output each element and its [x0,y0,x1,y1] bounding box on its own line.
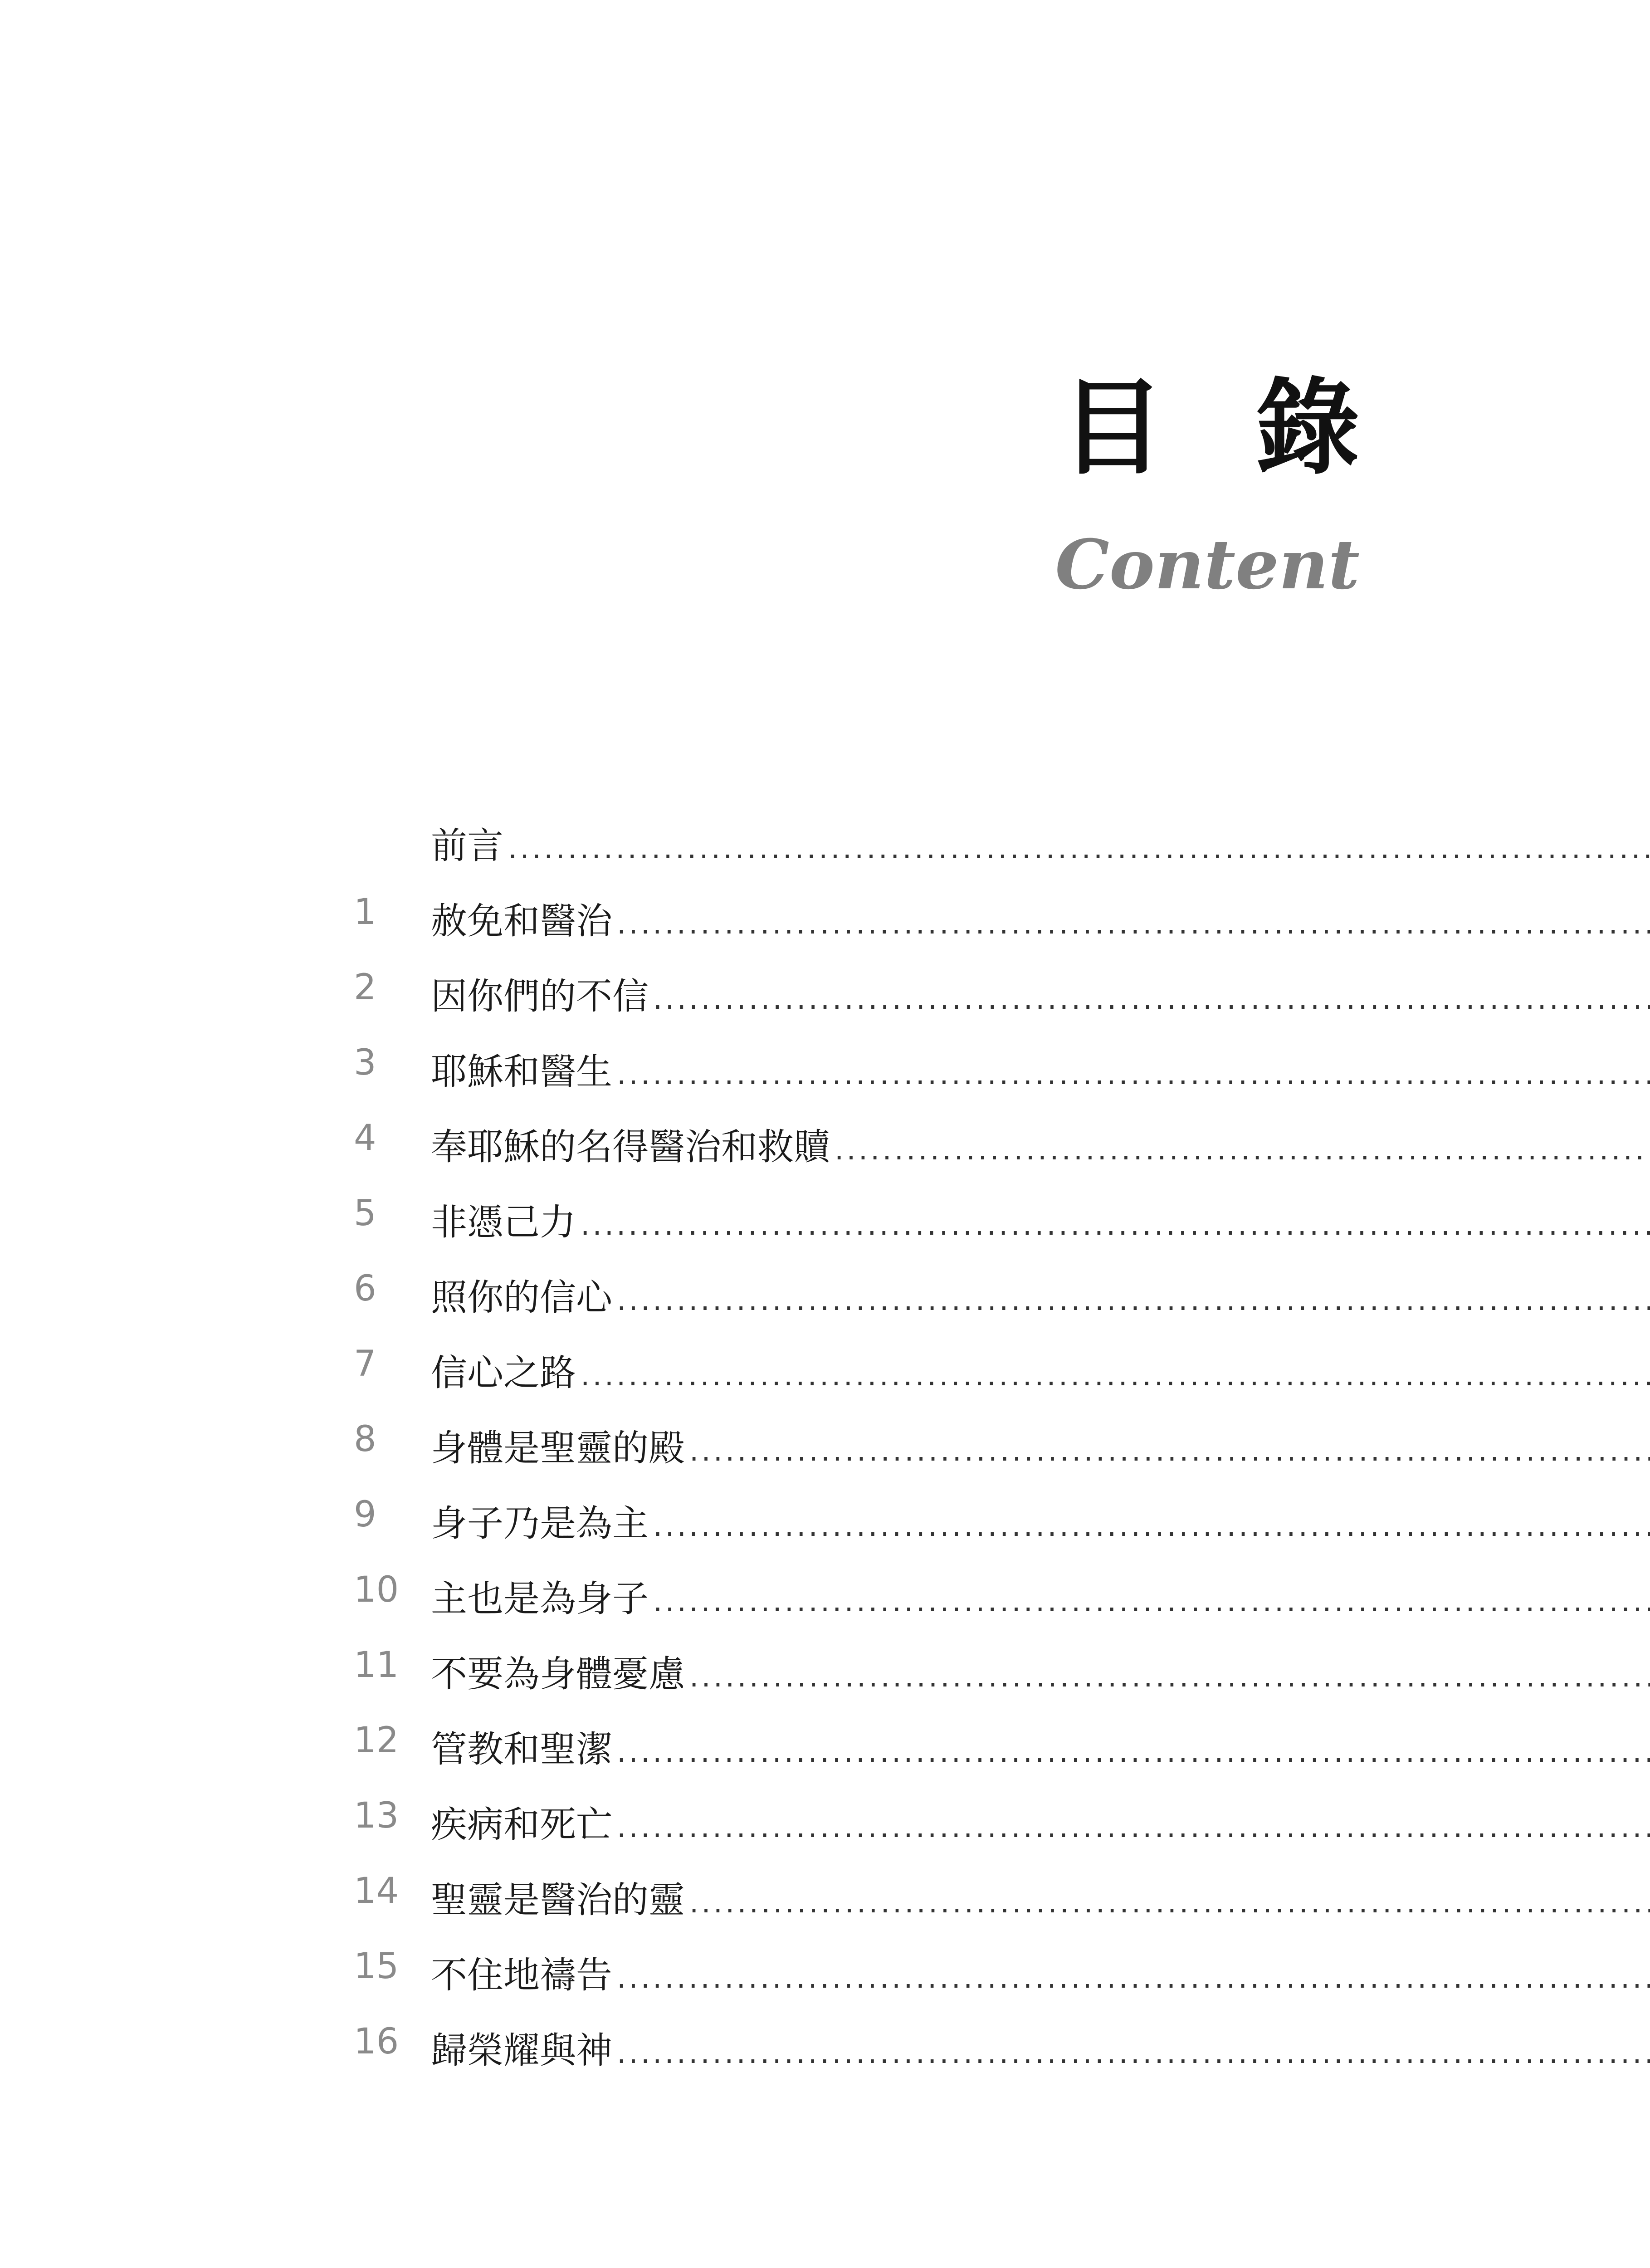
toc-entry[interactable] [354,892,1329,967]
toc-entry-title: 耶穌和醫生 [431,1051,612,1093]
toc-entry[interactable] [354,1946,1329,2021]
toc-entry-title: 前言 [431,825,503,867]
toc-entry-title: 聖靈是醫治的靈 [431,1879,685,1921]
toc-entry-title: 疾病和死亡 [431,1804,612,1846]
toc-entry-number: 3 [354,1042,376,1083]
toc-entry[interactable] [354,1645,1329,1720]
toc-entry-title: 奉耶穌的名得醫治和救贖 [431,1126,830,1168]
toc-entry-body [431,967,1650,1019]
toc-entry-body [431,1419,1650,1471]
toc-dot-leader [689,1434,1650,1468]
toc-entry-body [431,1720,1650,1772]
toc-entry[interactable] [354,1268,1329,1344]
toc-entry-number: 2 [354,967,376,1008]
toc-entry-title: 非憑己力 [431,1201,576,1243]
toc-dot-leader [617,1284,1650,1317]
toc-entry-body [431,1871,1650,1923]
toc-entry[interactable] [354,1419,1329,1494]
toc-entry-title: 歸榮耀與神 [431,2029,612,2072]
toc-entry-number: 14 [354,1871,399,1911]
toc-dot-leader [617,2037,1650,2070]
toc-entry-title: 因你們的不信 [431,975,649,1017]
toc-entry-number: 4 [354,1118,376,1158]
toc-entry-title: 不要為身體憂慮 [431,1653,685,1695]
toc-entry-body [431,1193,1650,1245]
toc-entry-title: 照你的信心 [431,1276,612,1319]
toc-entry-body [431,2021,1650,2073]
toc-dot-leader [617,907,1650,941]
toc-entry-body [431,1118,1650,1170]
toc-entry-title: 主也是為身子 [431,1578,649,1620]
toc-dot-leader [653,1585,1650,1618]
toc-entry-number: 8 [354,1419,376,1460]
toc-entry-number: 13 [354,1795,399,1836]
toc-entry-title: 信心之路 [431,1352,576,1394]
toc-dot-leader [689,1886,1650,1920]
toc-entry-number: 12 [354,1720,399,1761]
toc-dot-leader [581,1359,1650,1393]
toc-entry-body [431,1494,1650,1546]
toc-entry[interactable] [354,1118,1329,1193]
toc-entry-title: 赦免和醫治 [431,900,612,942]
page-title: 目 錄 [1060,368,1387,489]
toc-dot-leader [508,832,1650,865]
toc-dot-leader [653,982,1650,1016]
toc-entry-number: 7 [354,1344,376,1384]
toc-entry-title: 管教和聖潔 [431,1728,612,1770]
toc-dot-leader [617,1058,1650,1091]
toc-entry-body [431,1042,1650,1095]
table-of-contents [354,816,1329,2097]
toc-entry-title: 身體是聖靈的殿 [431,1427,685,1469]
toc-entry[interactable] [354,1720,1329,1795]
toc-entry[interactable] [354,967,1329,1042]
toc-dot-leader [689,1660,1650,1694]
toc-entry-number: 1 [354,892,376,933]
toc-entry-number: 5 [354,1193,376,1234]
toc-dot-leader [581,1208,1650,1242]
toc-entry-title: 不住地禱告 [431,1954,612,1996]
toc-entry[interactable] [354,1569,1329,1645]
toc-entry[interactable] [354,1193,1329,1268]
toc-entry-body [431,1645,1650,1697]
toc-entry[interactable] [354,2021,1329,2097]
toc-dot-leader [617,1735,1650,1769]
toc-entry-body [431,1344,1650,1396]
toc-entry-body [431,1946,1650,1998]
page-header [1055,368,1387,605]
toc-entry-title: 身子乃是為主 [431,1502,649,1545]
toc-entry-number: 15 [354,1946,399,1987]
toc-entry[interactable] [354,816,1329,892]
toc-dot-leader [617,1811,1650,1844]
toc-entry[interactable] [354,1795,1329,1871]
toc-dot-leader [617,1961,1650,1995]
toc-entry-body [431,1795,1650,1848]
toc-entry[interactable] [354,1042,1329,1118]
toc-entry-number: 6 [354,1268,376,1309]
toc-entry-number: 11 [354,1645,399,1686]
toc-entry-number: 10 [354,1569,399,1610]
toc-entry-number: 16 [354,2021,399,2062]
toc-entry-body [431,892,1650,944]
toc-entry-body [431,816,1650,869]
toc-entry-number: 9 [354,1494,376,1535]
toc-entry-body [431,1268,1650,1320]
page-subtitle: Content [1055,525,1360,605]
toc-dot-leader [835,1133,1650,1167]
toc-entry[interactable] [354,1871,1329,1946]
toc-entry[interactable] [354,1494,1329,1569]
toc-entry-body [431,1569,1650,1622]
toc-entry[interactable] [354,1344,1329,1419]
toc-dot-leader [653,1510,1650,1543]
